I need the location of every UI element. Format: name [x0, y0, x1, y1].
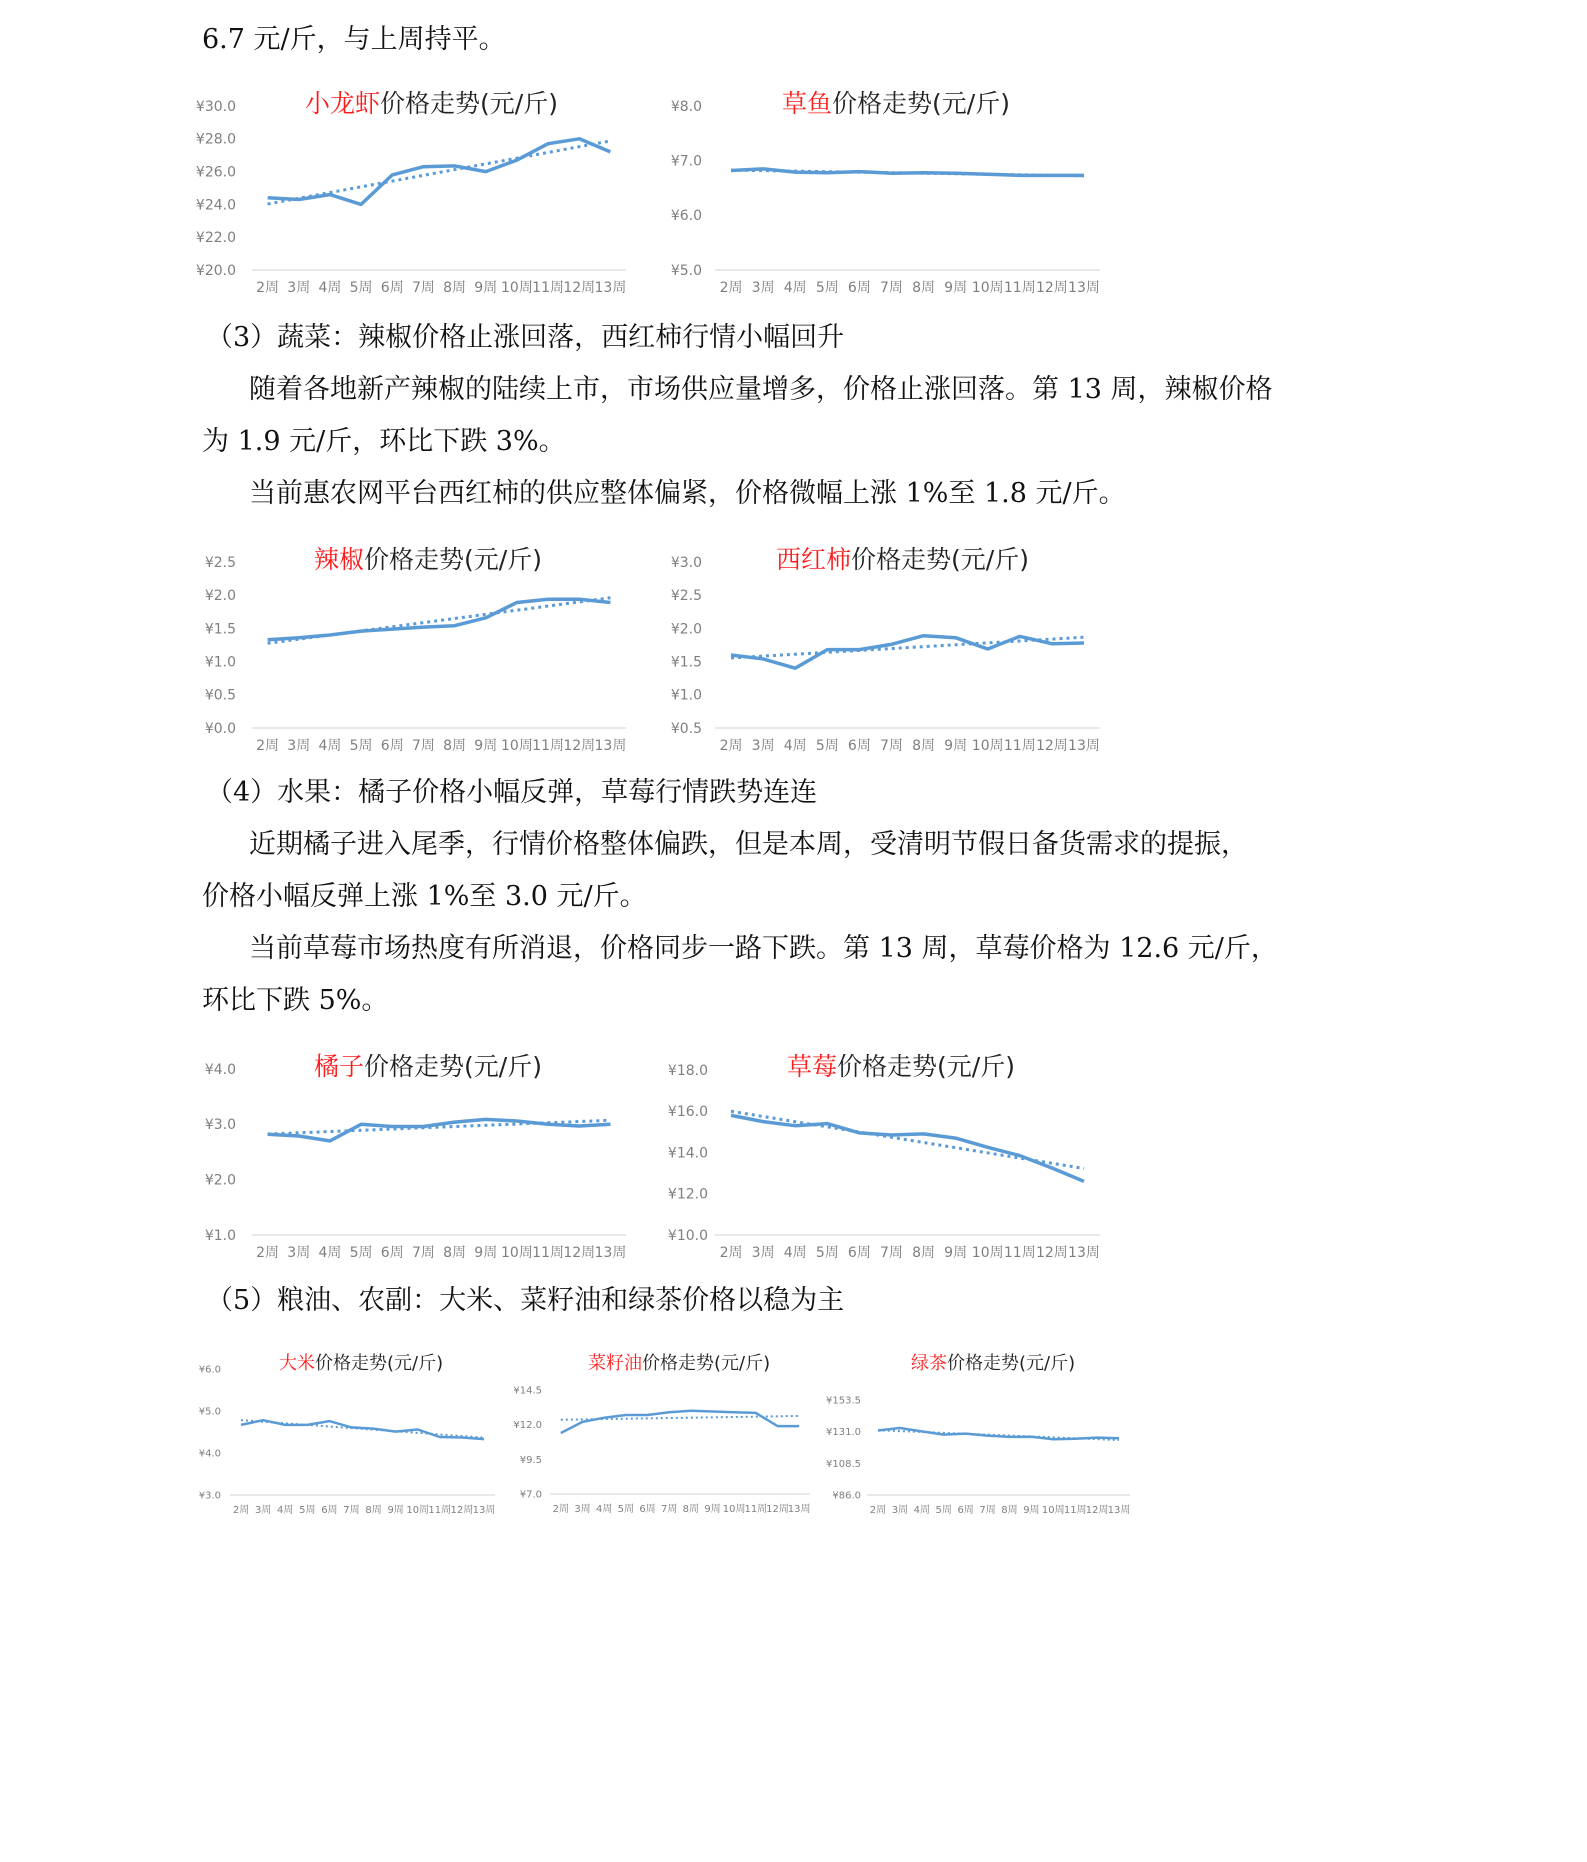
x-tick-label: 7周	[660, 1504, 678, 1515]
x-tick-label: 13周	[594, 1245, 627, 1261]
paragraph-strawberry-line1: 当前草莓市场热度有所消退，价格同步一路下跌。第 13 周，草莓价格为 12.6 元/斤，	[249, 933, 1278, 964]
y-tick-label: ¥6.0	[198, 1364, 221, 1376]
y-tick-label: ¥5.0	[198, 1406, 221, 1418]
x-tick-label: 11周	[532, 280, 564, 296]
x-tick-label: 5周	[815, 1245, 839, 1261]
shrimp-price-chart	[190, 80, 640, 310]
y-tick-label: ¥131.0	[826, 1427, 861, 1439]
x-tick-label: 5周	[815, 280, 839, 296]
y-tick-label: ¥1.5	[204, 621, 236, 638]
y-tick-label: ¥1.5	[670, 654, 702, 671]
y-tick-label: ¥1.0	[204, 654, 236, 671]
y-tick-label: ¥1.0	[204, 1227, 236, 1244]
x-tick-label: 5周	[299, 1505, 316, 1516]
x-tick-label: 3周	[574, 1504, 591, 1515]
x-tick-label: 2周	[719, 738, 743, 754]
x-tick-label: 12周	[1035, 280, 1068, 296]
y-tick-label: ¥22.0	[195, 230, 236, 247]
x-tick-label: 12周	[563, 738, 596, 754]
series-line	[731, 1115, 1084, 1181]
x-tick-label: 10周	[722, 1504, 746, 1515]
x-tick-label: 4周	[318, 1245, 342, 1261]
x-tick-label: 10周	[501, 738, 533, 754]
y-tick-label: ¥2.5	[204, 554, 236, 571]
x-tick-label: 7周	[879, 738, 903, 754]
x-tick-label: 2周	[552, 1504, 570, 1515]
x-tick-label: 5周	[349, 280, 373, 296]
x-tick-label: 2周	[256, 1245, 280, 1261]
y-tick-label: ¥12.0	[667, 1186, 708, 1203]
orange-price-chart	[190, 1043, 640, 1273]
x-tick-label: 3周	[751, 280, 775, 296]
chart-title: 大米价格走势(元/斤)	[279, 1353, 444, 1374]
x-tick-label: 7周	[879, 280, 903, 296]
x-tick-label: 6周	[847, 738, 871, 754]
y-tick-label: ¥153.5	[826, 1395, 861, 1407]
x-tick-label: 8周	[912, 1245, 936, 1261]
x-tick-label: 10周	[501, 1245, 533, 1261]
y-tick-label: ¥0.5	[204, 687, 236, 704]
y-tick-label: ¥14.0	[667, 1145, 708, 1162]
x-tick-label: 9周	[474, 280, 498, 296]
chart-title: 绿茶价格走势(元/斤)	[911, 1353, 1076, 1374]
y-tick-label: ¥5.0	[670, 262, 702, 279]
trendline	[268, 1120, 611, 1134]
x-tick-label: 13周	[1068, 738, 1100, 754]
x-tick-label: 11周	[1003, 738, 1036, 754]
paragraph-top: 6.7 元/斤，与上周持平。	[202, 24, 506, 55]
chart-title: 西红柿价格走势(元/斤)	[776, 545, 1029, 574]
x-tick-label: 7周	[343, 1505, 360, 1516]
series-line	[268, 599, 611, 640]
x-tick-label: 10周	[971, 280, 1004, 296]
x-tick-label: 12周	[1085, 1505, 1109, 1516]
x-tick-label: 4周	[783, 738, 807, 754]
x-tick-label: 6周	[639, 1504, 656, 1515]
x-tick-label: 8周	[912, 280, 936, 296]
x-tick-label: 11周	[744, 1504, 768, 1515]
x-tick-label: 3周	[751, 1245, 775, 1261]
x-tick-label: 6周	[847, 1245, 871, 1261]
rapeseed-oil-price-chart	[510, 1345, 820, 1530]
y-tick-label: ¥26.0	[195, 164, 236, 181]
x-tick-label: 5周	[349, 738, 373, 754]
y-tick-label: ¥86.0	[832, 1490, 861, 1502]
x-tick-label: 7周	[411, 1245, 435, 1261]
x-tick-label: 13周	[472, 1505, 496, 1516]
x-tick-label: 7周	[411, 738, 435, 754]
x-tick-label: 4周	[318, 280, 342, 296]
y-tick-label: ¥18.0	[667, 1062, 708, 1079]
x-tick-label: 13周	[1107, 1505, 1131, 1516]
y-tick-label: ¥30.0	[195, 98, 236, 115]
x-tick-label: 13周	[1068, 280, 1100, 296]
chart-title: 橘子价格走势(元/斤)	[314, 1052, 542, 1081]
x-tick-label: 4周	[783, 1245, 807, 1261]
x-tick-label: 9周	[474, 1245, 498, 1261]
x-tick-label: 11周	[1003, 280, 1036, 296]
y-tick-label: ¥12.0	[513, 1420, 542, 1432]
x-tick-label: 3周	[287, 738, 311, 754]
x-tick-label: 13周	[594, 280, 627, 296]
x-tick-label: 11周	[428, 1505, 452, 1516]
x-tick-label: 2周	[232, 1505, 250, 1516]
x-tick-label: 4周	[318, 738, 342, 754]
x-tick-label: 5周	[815, 738, 839, 754]
section-heading-vegetables: （3）蔬菜：辣椒价格止涨回落，西红柿行情小幅回升	[206, 322, 845, 353]
x-tick-label: 3周	[254, 1505, 272, 1516]
x-tick-label: 10周	[1041, 1505, 1065, 1516]
x-tick-label: 9周	[944, 280, 968, 296]
x-tick-label: 9周	[944, 738, 968, 754]
x-tick-label: 9周	[387, 1505, 404, 1516]
y-tick-label: ¥4.0	[198, 1448, 221, 1460]
paragraph-strawberry-line2: 环比下跌 5%。	[202, 985, 389, 1016]
x-tick-label: 7周	[879, 1245, 903, 1261]
x-tick-label: 2周	[256, 738, 280, 754]
y-tick-label: ¥7.0	[519, 1489, 542, 1501]
series-line	[731, 636, 1084, 669]
x-tick-label: 4周	[913, 1505, 930, 1516]
section-heading-fruits: （4）水果：橘子价格小幅反弹，草莓行情跌势连连	[206, 777, 818, 808]
y-tick-label: ¥28.0	[195, 131, 236, 148]
x-tick-label: 10周	[971, 738, 1004, 754]
x-tick-label: 3周	[891, 1505, 909, 1516]
x-tick-label: 7周	[411, 280, 435, 296]
y-tick-label: ¥6.0	[670, 208, 702, 225]
y-tick-label: ¥20.0	[195, 262, 236, 279]
x-tick-label: 2周	[869, 1505, 887, 1516]
paragraph-tomato: 当前惠农网平台西红柿的供应整体偏紧，价格微幅上涨 1%至 1.8 元/斤。	[249, 478, 1126, 509]
x-tick-label: 8周	[912, 738, 936, 754]
y-tick-label: ¥16.0	[667, 1104, 708, 1121]
x-tick-label: 9周	[1023, 1505, 1040, 1516]
strawberry-price-chart	[667, 1043, 1110, 1273]
y-tick-label: ¥7.0	[670, 153, 702, 170]
x-tick-label: 8周	[682, 1504, 700, 1515]
y-tick-label: ¥1.0	[670, 687, 702, 704]
x-tick-label: 8周	[443, 1245, 467, 1261]
rice-price-chart	[195, 1345, 505, 1530]
x-tick-label: 5周	[617, 1504, 635, 1515]
x-tick-label: 12周	[563, 1245, 596, 1261]
section-heading-grain-oil: （5）粮油、农副：大米、菜籽油和绿茶价格以稳为主	[206, 1285, 845, 1316]
x-tick-label: 12周	[766, 1504, 789, 1515]
y-tick-label: ¥2.5	[670, 588, 702, 605]
paragraph-orange-line2: 价格小幅反弹上涨 1%至 3.0 元/斤。	[202, 881, 647, 912]
x-tick-label: 4周	[595, 1504, 613, 1515]
x-tick-label: 7周	[979, 1505, 996, 1516]
series-line	[268, 139, 611, 205]
x-tick-label: 5周	[349, 1245, 373, 1261]
x-tick-label: 4周	[783, 280, 807, 296]
x-tick-label: 4周	[277, 1505, 294, 1516]
x-tick-label: 10周	[971, 1245, 1004, 1261]
y-tick-label: ¥9.5	[519, 1454, 542, 1466]
series-line	[268, 1119, 611, 1141]
y-tick-label: ¥2.0	[204, 1172, 236, 1189]
y-tick-label: ¥14.5	[513, 1385, 542, 1397]
x-tick-label: 8周	[1001, 1505, 1018, 1516]
x-tick-label: 6周	[957, 1505, 974, 1516]
x-tick-label: 3周	[287, 280, 311, 296]
y-tick-label: ¥24.0	[195, 197, 236, 214]
y-tick-label: ¥108.5	[826, 1458, 861, 1470]
x-tick-label: 6周	[847, 280, 871, 296]
x-tick-label: 9周	[944, 1245, 968, 1261]
green-tea-price-chart	[825, 1345, 1135, 1530]
x-tick-label: 9周	[474, 738, 498, 754]
x-tick-label: 10周	[501, 280, 533, 296]
y-tick-label: ¥0.5	[670, 720, 702, 737]
chart-title: 菜籽油价格走势(元/斤)	[588, 1353, 771, 1374]
chart-title: 小龙虾价格走势(元/斤)	[305, 89, 558, 118]
chart-title: 草莓价格走势(元/斤)	[787, 1052, 1015, 1081]
y-tick-label: ¥8.0	[670, 98, 702, 115]
x-tick-label: 10周	[406, 1505, 430, 1516]
y-tick-label: ¥3.0	[204, 1117, 236, 1134]
x-tick-label: 8周	[443, 738, 467, 754]
x-tick-label: 11周	[1003, 1245, 1036, 1261]
x-tick-label: 6周	[380, 738, 404, 754]
x-tick-label: 12周	[450, 1505, 474, 1516]
pepper-price-chart	[190, 536, 640, 766]
y-tick-label: ¥2.0	[670, 621, 702, 638]
x-tick-label: 3周	[751, 738, 775, 754]
x-tick-label: 3周	[287, 1245, 311, 1261]
y-tick-label: ¥4.0	[204, 1061, 236, 1078]
x-tick-label: 13周	[594, 738, 627, 754]
x-tick-label: 2周	[256, 280, 280, 296]
chart-title: 草鱼价格走势(元/斤)	[782, 89, 1010, 118]
x-tick-label: 6周	[380, 280, 404, 296]
x-tick-label: 8周	[365, 1505, 382, 1516]
y-tick-label: ¥2.0	[204, 588, 236, 605]
x-tick-label: 12周	[1035, 1245, 1068, 1261]
x-tick-label: 6周	[321, 1505, 338, 1516]
series-line	[561, 1411, 799, 1433]
chart-title: 辣椒价格走势(元/斤)	[314, 545, 542, 574]
x-tick-label: 11周	[532, 1245, 564, 1261]
paragraph-pepper-line1: 随着各地新产辣椒的陆续上市，市场供应量增多，价格止涨回落。第 13 周，辣椒价格	[249, 374, 1273, 405]
tomato-price-chart	[670, 536, 1110, 766]
x-tick-label: 12周	[563, 280, 596, 296]
x-tick-label: 8周	[443, 280, 467, 296]
x-tick-label: 13周	[1068, 1245, 1100, 1261]
x-tick-label: 9周	[704, 1504, 721, 1515]
y-tick-label: ¥3.0	[670, 554, 702, 571]
x-tick-label: 13周	[787, 1504, 811, 1515]
paragraph-orange-line1: 近期橘子进入尾季，行情价格整体偏跌，但是本周，受清明节假日备货需求的提振，	[249, 829, 1248, 860]
series-line	[731, 169, 1084, 176]
x-tick-label: 12周	[1035, 738, 1068, 754]
x-tick-label: 11周	[532, 738, 564, 754]
y-tick-label: ¥10.0	[667, 1227, 708, 1244]
x-tick-label: 5周	[935, 1505, 952, 1516]
x-tick-label: 2周	[719, 1245, 743, 1261]
y-tick-label: ¥0.0	[204, 720, 236, 737]
grasscarp-price-chart	[670, 80, 1110, 310]
series-line	[878, 1428, 1119, 1439]
y-tick-label: ¥3.0	[198, 1490, 221, 1502]
x-tick-label: 2周	[719, 280, 743, 296]
x-tick-label: 11周	[1063, 1505, 1087, 1516]
paragraph-pepper-line2: 为 1.9 元/斤，环比下跌 3%。	[202, 426, 566, 457]
x-tick-label: 6周	[380, 1245, 404, 1261]
